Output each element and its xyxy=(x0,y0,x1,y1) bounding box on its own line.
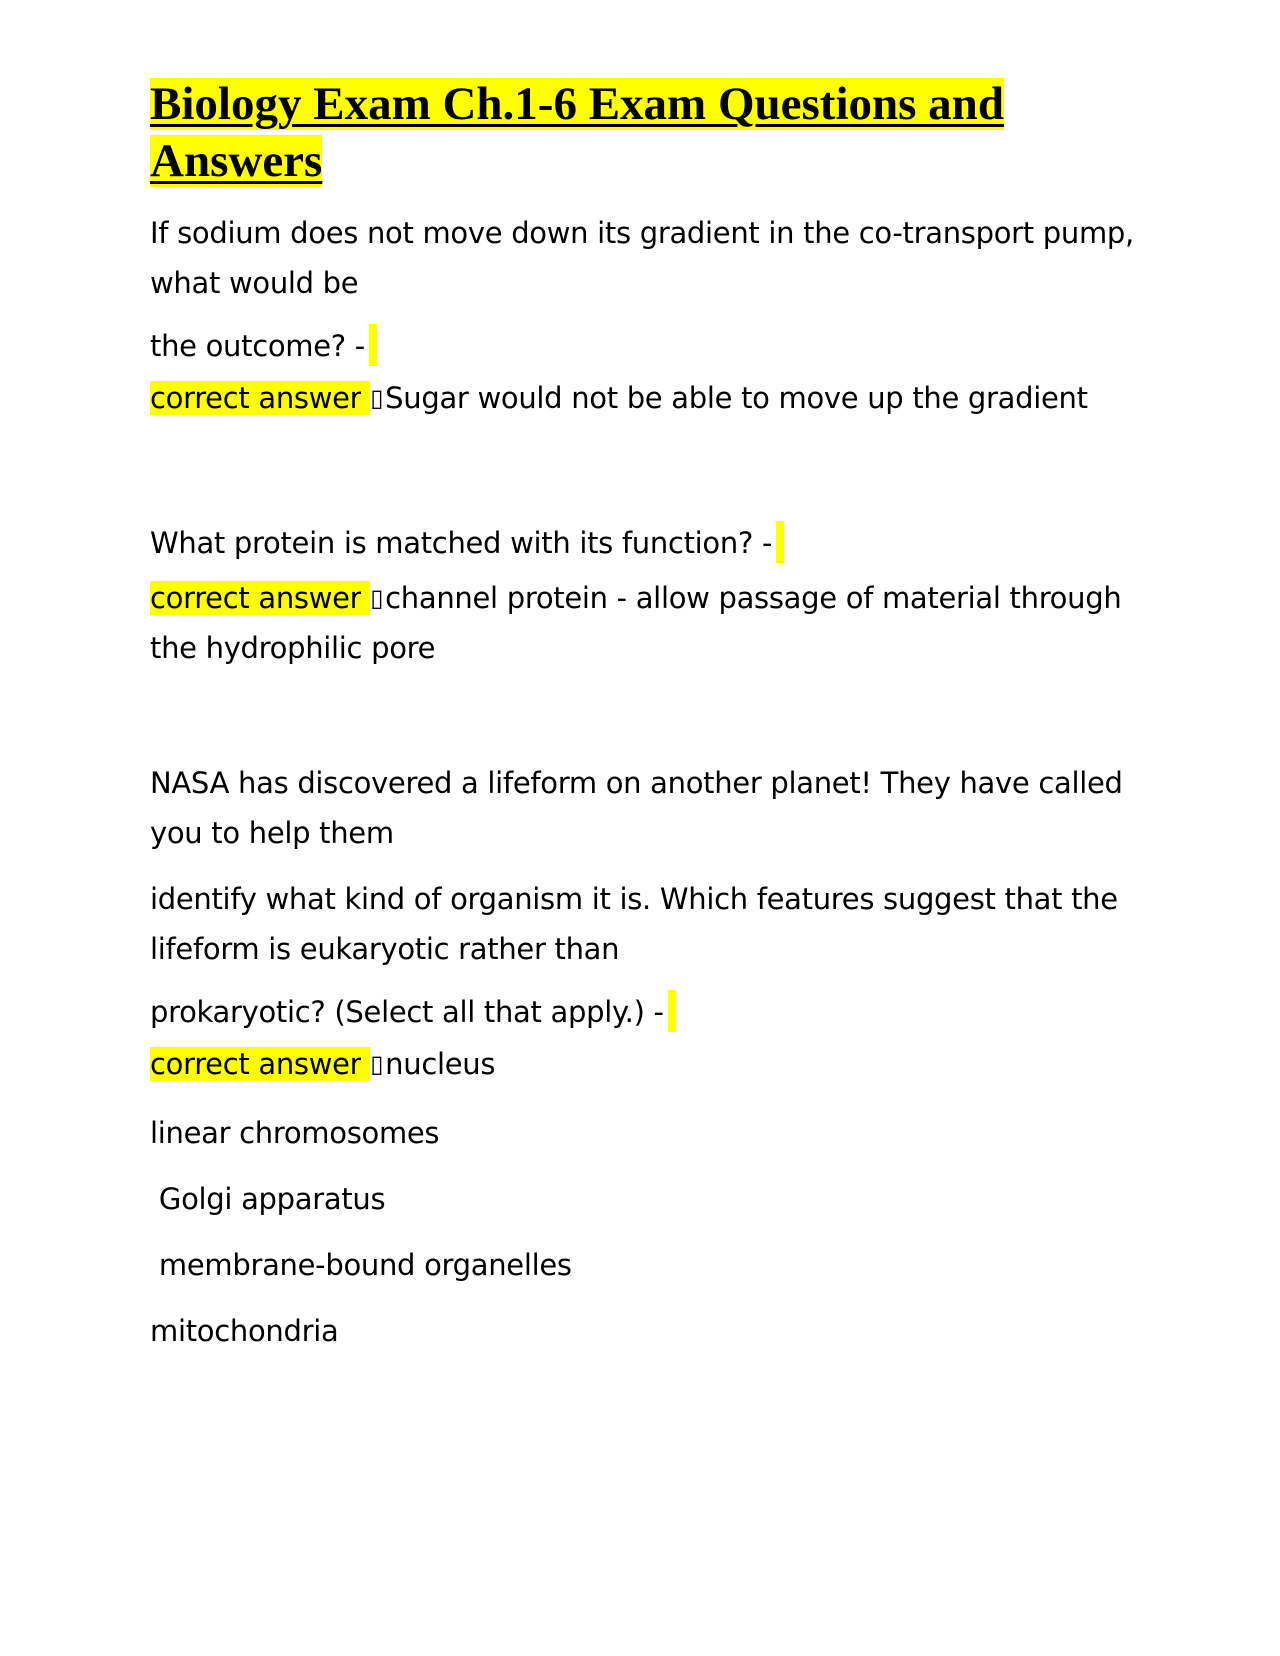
checkbox-glyph: ▯ xyxy=(370,384,384,412)
checkbox-glyph: ▯ xyxy=(370,1050,384,1078)
correct-answer-label: correct answer xyxy=(150,1047,362,1081)
q3-option: linear chromosomes xyxy=(150,1116,440,1150)
q1-question-line2 xyxy=(150,324,1160,368)
document-title xyxy=(150,76,1160,190)
q1-answer xyxy=(150,368,1160,428)
document-body xyxy=(150,208,1160,1364)
highlight-mark xyxy=(776,521,784,563)
correct-answer-label: correct answer xyxy=(150,381,362,415)
q1-question-line1: If sodium does not move down its gradient in the co-transport pump, what would be xyxy=(150,216,1134,300)
q3-answer xyxy=(150,1034,1160,1094)
highlight-mark xyxy=(668,990,676,1032)
correct-answer-label: correct answer xyxy=(150,581,362,615)
q2-answer-text: channel protein - allow passage of material through the hydrophilic pore xyxy=(150,581,1122,665)
q2-question-text: What protein is matched with its function? - xyxy=(150,526,773,560)
q3-option: Golgi apparatus xyxy=(150,1182,386,1216)
q3-answer-text: nucleus xyxy=(385,1047,496,1081)
q3-option: membrane-bound organelles xyxy=(150,1248,572,1282)
document-page xyxy=(150,70,1160,1364)
title-text: Biology Exam Ch.1-6 Exam Questions and Answers xyxy=(150,78,1004,187)
highlight-mark xyxy=(369,324,377,366)
q2-question xyxy=(150,513,1160,573)
q3-question-line3 xyxy=(150,990,1160,1034)
q3-question-line3-text: prokaryotic? (Select all that apply.) - xyxy=(150,995,664,1029)
q3-question-line1: NASA has discovered a lifeform on another planet! They have called you to help them xyxy=(150,766,1123,850)
q3-option: mitochondria xyxy=(150,1314,339,1348)
checkbox-glyph: ▯ xyxy=(370,584,384,612)
q2-answer xyxy=(150,573,1160,673)
q3-question-line2: identify what kind of organism it is. Which features suggest that the lifeform is eukaryotic rather than xyxy=(150,882,1118,966)
q1-question-line2-text: the outcome? - xyxy=(150,329,365,363)
q1-answer-text: Sugar would not be able to move up the gradient xyxy=(385,381,1088,415)
